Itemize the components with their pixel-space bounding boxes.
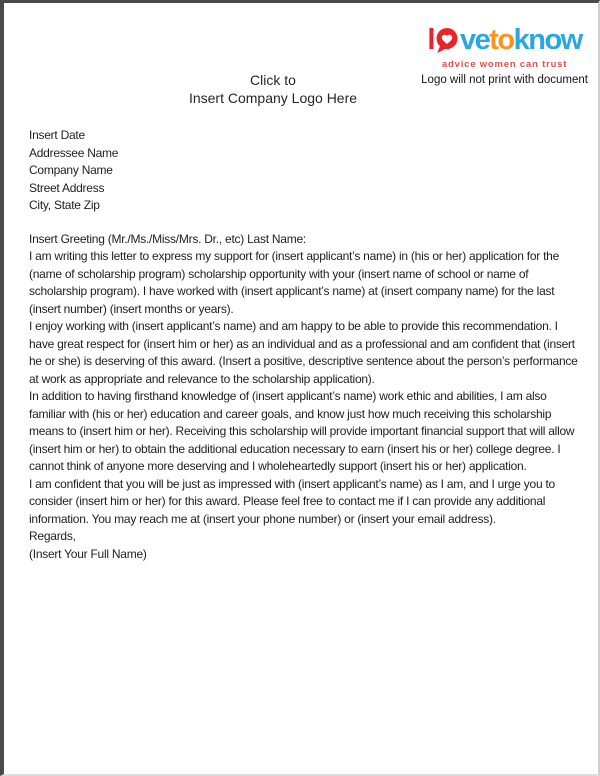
address-block [29,145,580,215]
signature-placeholder: (Insert Your Full Name) [29,546,147,561]
logo-placeholder-line1: Click to [250,72,296,88]
lovetoknow-brand [421,25,588,87]
paragraph-1: I am writing this letter to express my support for (insert applicant’s name) in (his or her) application for the (name of scholarship program) scholarship opportunity with your (insert name of school or name of scholarship program). I have worked with (insert applicant’s name) at (insert company name) for the last (insert number) (insert months or years). [29,249,560,316]
wordmark-segment-know: know [513,24,582,56]
addressee-name-line: Addressee Name [29,145,119,160]
street-address-line: Street Address [29,180,105,195]
greeting-line: Insert Greeting (Mr./Ms./Miss/Mrs. Dr., etc) Last Name: [29,231,306,246]
logo-print-note: Logo will not print with document [421,74,588,86]
wordmark-segment-l: l [427,24,434,56]
lovetoknow-wordmark [421,25,588,60]
wordmark-segment-to: to [489,24,514,56]
paragraph-4: I am confident that you will be just as impressed with (insert applicant’s name) as I am, and I urge you to consider (insert him or her) for this award. Please feel free to contact me if I can provide any additional information. You may reach me at (insert your phone number) or (insert your email address). [29,476,555,526]
paragraph-2: I enjoy working with (insert applicant’s name) and am happy to be able to provide this recommendation. I have great respect for (insert him or her) as an individual and as a professional and am confident that (insert he or she) is deserving of this award. (Insert a positive, descriptive sentence about the person’s performance at work as appropriate and relevance to the scholarship application). [29,319,578,386]
heart-bubble-icon [435,27,459,60]
brand-tagline: advice women can trust [441,59,568,70]
paragraph-3: In addition to having firsthand knowledge of (insert applicant’s name) work ethic and abilities, I am also familiar with (his or her) education and career goals, and know just how much receiving this scholarship means to (insert him or her). Receiving this scholarship will provide important financial support that will allow (insert him or her) to obtain the additional education necessary to earn (insert his or her) college degree. I cannot think of anyone more deserving and I wholeheartedly support (insert his or her) application. [29,389,575,473]
company-name-line: Company Name [29,163,113,177]
wordmark-segment-ve: ve [459,24,490,56]
logo-placeholder-line2: Insert Company Logo Here [188,90,358,106]
closing-line: Regards, [29,529,76,543]
date-placeholder: Insert Date [29,128,85,142]
city-state-zip-line: City, State Zip [29,198,100,212]
